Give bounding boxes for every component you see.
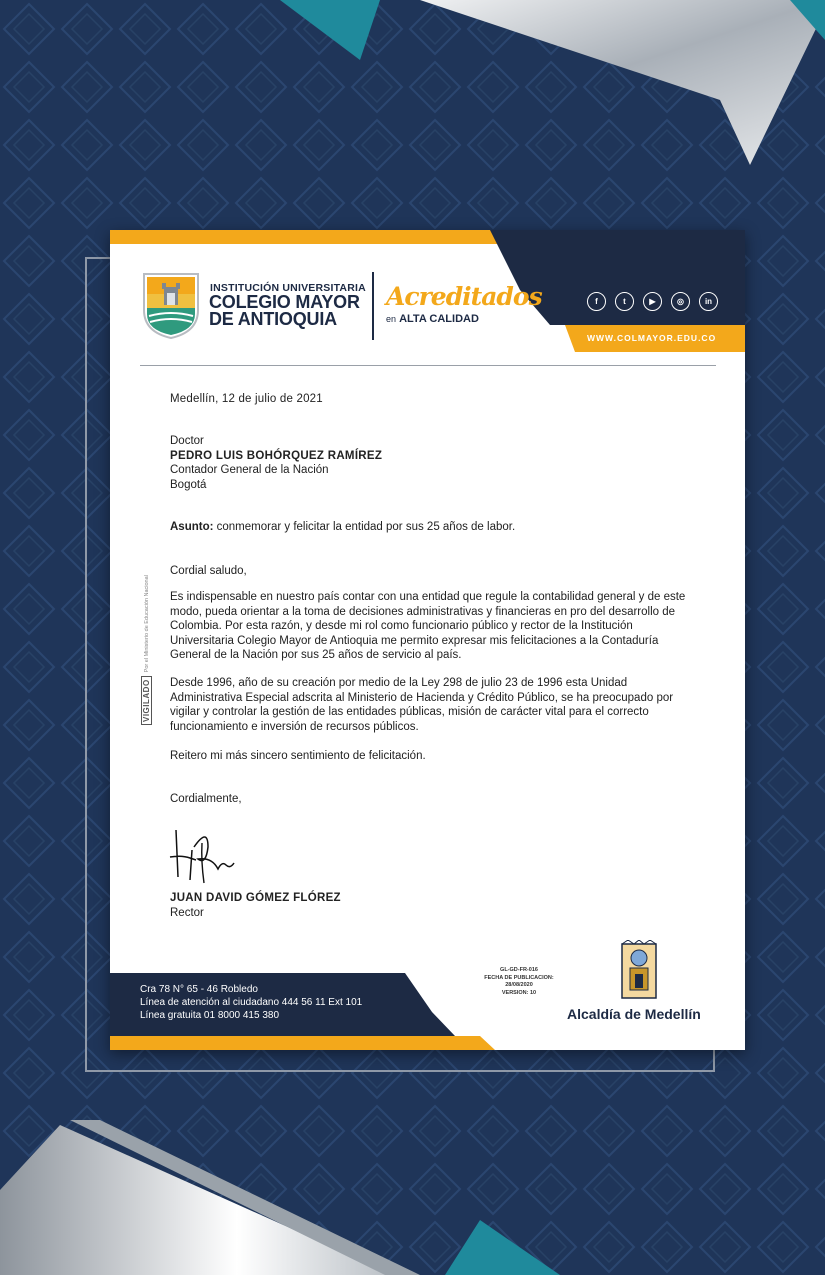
signer-block <box>170 891 341 920</box>
paragraph-3: Reitero mi más sincero sentimiento de felicitación. <box>170 750 426 762</box>
linkedin-icon[interactable]: in <box>699 292 718 311</box>
recipient-city: Bogotá <box>170 478 207 491</box>
footer-phone: Línea de atención al ciudadano 444 56 11 Ext 101 <box>140 997 363 1008</box>
doc-code: GL-GD-FR-016 <box>500 967 538 973</box>
instagram-icon[interactable]: ◎ <box>671 292 690 311</box>
accreditation-subtitle <box>386 313 479 325</box>
handwritten-signature <box>168 825 238 885</box>
letter-date: Medellín, 12 de julio de 2021 <box>170 393 323 405</box>
footer-address: Cra 78 N° 65 - 46 Robledo <box>140 984 258 995</box>
accreditation-rest: ALTA CALIDAD <box>399 313 479 325</box>
document-control-code <box>476 967 562 997</box>
paragraph-1: Es indispensable en nuestro país contar con una entidad que regule la contabilidad general y de este modo, pueda orientar a la toma de decisiones administrativas y financieras en pro del desarrollo de Colombia. Por esta razón, y desde mi rol como funcionario público y rector de la Institución Universitaria Colegio Mayor de Antioquia me permito expresar mis felicitaciones a la Contaduría General de la Nación por sus 25 años de servicio al país. <box>170 591 686 661</box>
subject-text: conmemorar y felicitar la entidad por sus 25 años de labor. <box>213 521 516 533</box>
header-divider <box>372 272 374 340</box>
institution-shield-logo <box>140 270 202 340</box>
twitter-icon[interactable]: t <box>615 292 634 311</box>
recipient-block <box>170 434 382 492</box>
doc-version: VERSION: 10 <box>501 989 537 996</box>
medellin-coat-of-arms-icon <box>618 940 660 1002</box>
header-rule <box>140 365 716 366</box>
recipient-position: Contador General de la Nación <box>170 464 329 476</box>
letter-page <box>110 230 745 1050</box>
recipient-title: Doctor <box>170 435 204 447</box>
institution-type: INSTITUCIÓN UNIVERSITARIA <box>210 282 366 294</box>
ministry-label: Por el Ministerio de Educación Nacional <box>143 575 150 673</box>
closing: Cordialmente, <box>170 793 242 805</box>
footer-toll-free: Línea gratuita 01 8000 415 380 <box>140 1010 280 1021</box>
facebook-icon[interactable]: f <box>587 292 606 311</box>
vigilado-seal <box>141 575 152 725</box>
institution-name-line1: COLEGIO MAYOR <box>209 292 360 312</box>
recipient-name: PEDRO LUIS BOHÓRQUEZ RAMÍREZ <box>170 449 383 462</box>
youtube-icon[interactable]: ▶ <box>643 292 662 311</box>
signer-name: JUAN DAVID GÓMEZ FLÓREZ <box>170 892 341 904</box>
pub-date: 28/08/2020 <box>505 982 533 988</box>
paragraph-2: Desde 1996, año de su creación por medio de la Ley 298 de julio 23 de 1996 esta Unidad Administrativa Especial adscrita al Ministerio de Hacienda y Crédito Público, se ha preocupado por vigilar y controlar la gestión de las entidades públicas, misión de carácter vital para el correcto funcionamiento e inversión de recursos públicos. <box>170 677 674 733</box>
subject-label: Asunto: <box>170 521 214 533</box>
pub-label: FECHA DE PUBLICACION: <box>484 974 554 981</box>
vigilado-label: VIGILADO <box>141 676 152 725</box>
institution-name-line2: DE ANTIOQUIA <box>209 309 337 329</box>
signer-title: Rector <box>170 906 204 919</box>
greeting: Cordial saludo, <box>170 565 247 577</box>
alcaldia-name: Alcaldía de Medellín <box>567 1006 701 1022</box>
subject-line <box>170 520 515 535</box>
website-link[interactable]: WWW.COLMAYOR.EDU.CO <box>587 333 717 343</box>
accreditation-prefix: en <box>386 314 397 324</box>
accreditation-title: Acreditados <box>386 282 542 311</box>
